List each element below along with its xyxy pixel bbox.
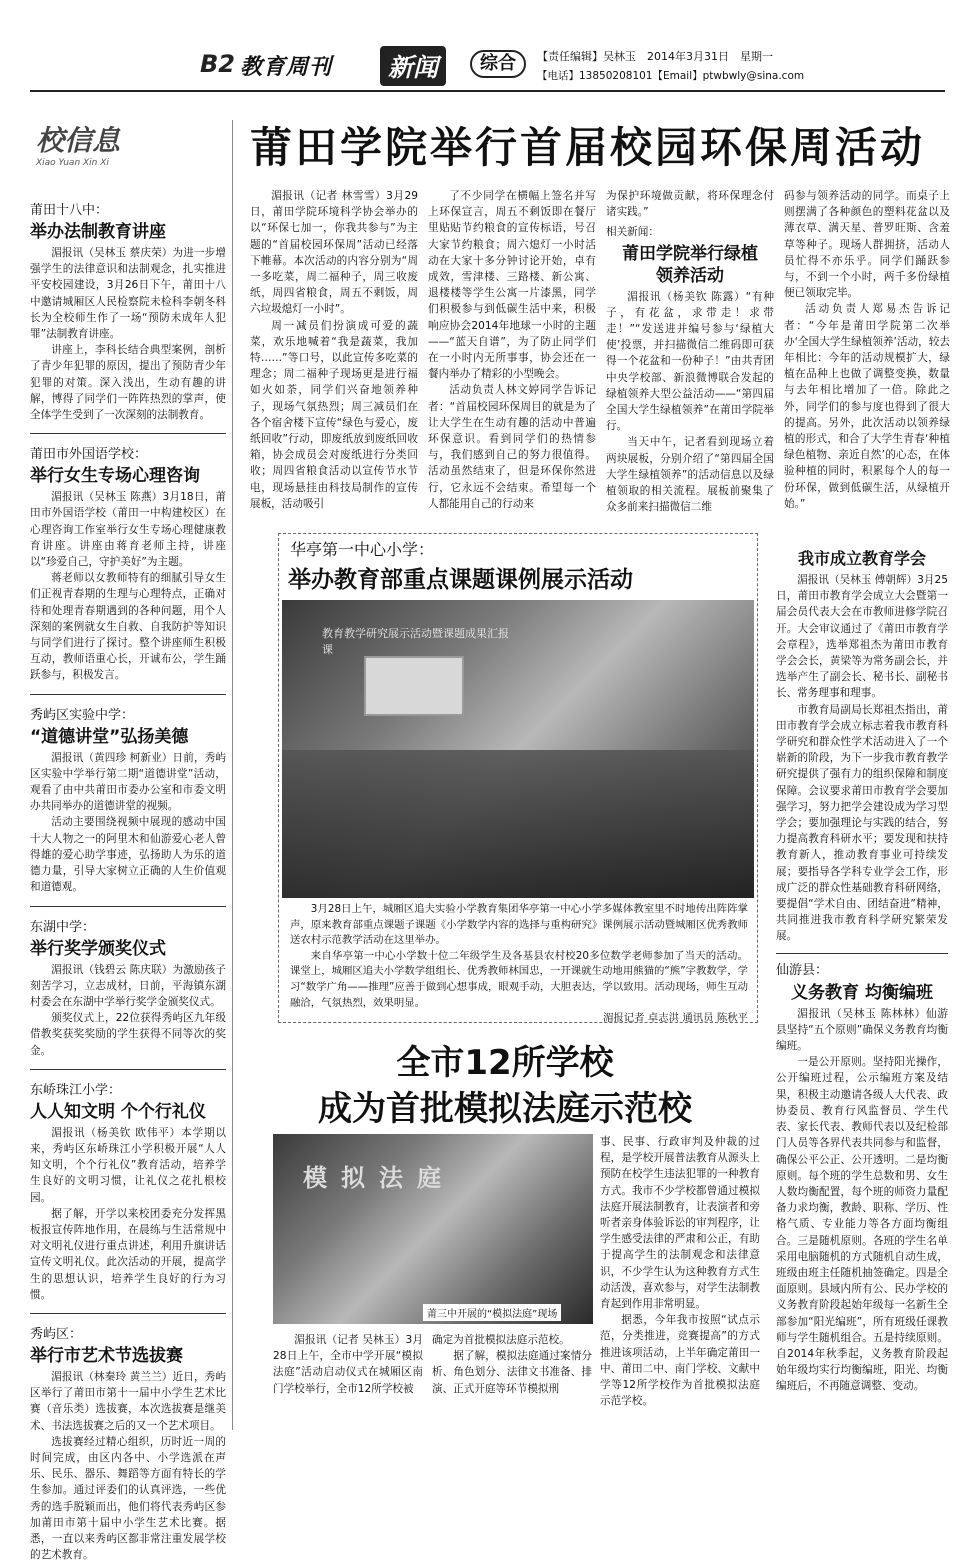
classroom-photo: [282, 600, 754, 898]
right-story-title: 义务教育 均衡编班: [791, 982, 933, 1003]
story-zhujiang: [30, 1082, 226, 1303]
story-title: 举办法制教育讲座: [30, 222, 166, 242]
photo-credit: 湄报记者 卓志洪 通讯员 陈秋平: [603, 1012, 748, 1025]
story-title: 举行市艺术节选拔赛: [30, 1345, 183, 1366]
court-paragraph: 据悉，今年我市按照“试点示范，分类推进，竞赛提高”的方式推进该项活动，上半年确定莆田一中、莆田二中、南门学校、文献中学等12所学校作为首批模拟法庭示范学校。: [600, 1314, 760, 1408]
divider: [30, 1313, 226, 1314]
story-paragraph: 湄报讯（钱碧云 陈庆联）为激励孩子刻苦学习，立志成材，日前，平海镇东湖村委会在东湖中学举行奖学金颁奖仪式。: [30, 963, 226, 1008]
lead-paragraph: 活动负责人郑易杰告诉记者：“今年是莆田学院第二次举办‘全国大学生绿植领养’活动，较去年相比：今年的活动规模扩大，绿植在品种上也做了调整变换，数量与去年相比增加了一倍。除此之外，同学们的参与度也得到了很大的提高。另外，此次活动以领养绿植的形式，和合了大学生青春‘种植绿色植物、亲近自然’的心态，在体验种植的同时，积累每个人的每一份环保，做到低碳生活，从绿植开始。”: [784, 303, 950, 510]
court-headline-line-1: 全市12所学校: [396, 1043, 614, 1083]
mock-court-photo: [273, 1134, 593, 1324]
divider: [30, 694, 226, 695]
photo-story-caption: [290, 902, 748, 1025]
lead-col-3: [606, 188, 774, 520]
court-paragraph: 确定为首批模拟法庭示范校。: [432, 1334, 570, 1346]
photo-projector-screen: [364, 656, 464, 716]
right-column: [776, 548, 948, 1432]
sub-headline: 莆田学院举行绿植领养活动: [622, 243, 758, 286]
paper-name: 教育周刊: [240, 55, 333, 80]
story-paragraph: 颁奖仪式上，22位获得秀屿区九年级借教奖获奖奖励的学生获得不同等次的奖金。: [30, 1012, 226, 1057]
court-headline-line-2: 成为首批模拟法庭示范校: [318, 1089, 692, 1129]
story-xiuyu-shiyan: [30, 707, 226, 896]
story-paragraph: 湄报讯（黄四珍 柯新业）日前，秀屿区实验中学举行第二期“道德讲堂”活动，观看了由中共莆田市委办公室和市委文明办共同举办的道德讲堂的视频。: [30, 751, 226, 813]
court-paragraph: 湄报讯（记者 吴林玉）3月28日上午，全市中学开展“模拟法庭”活动启动仪式在城厢区南门学校举行，全市12所学校被: [273, 1334, 423, 1395]
editor-line: 【责任编辑】吴林玉 2014年3月31日 星期一: [537, 50, 773, 63]
caption-paragraph: 来自华亭第一中心小学数十位二年级学生及各基县农村校20多位数学老师参加了当天的活动。课堂上，城厢区追夫小学数学组组长、优秀教师林国忠，一开课就生动地用熊猫的“熊”字教数学，学习“数学广角——推理”应善于做到心想事成，眼观手动，大胆表达，学以致用。活动现场，师生互动融洽，气氛热烈，效果明显。: [290, 949, 748, 1009]
story-title: 举行女生专场心理咨询: [30, 466, 200, 487]
lead-headline: 莆田学院举行首届校园环保周活动: [250, 123, 926, 172]
court-paragraph: 事、民事、行政审判及仲裁的过程，是学校开展普法教育从源头上预防在校学生违法犯罪的一种教育方式。我市不少学校都曾通过模拟法庭开展法制教育，让表演者和旁听者亲身体验诉讼的审判程序，让学生感受法律的严肃和公正，有助于提高学生的法制观念和法律意识，不少学生认为这种教育方式生动活泼，喜欢参与，对学生法制教育起到作用非常明显。: [600, 1136, 760, 1311]
story-paragraph: 选拔赛经过精心组织，历时近一周的时间完成，由区内各中、小学选派在声乐、民乐、器乐、舞蹈等方面有特长的学生参加。通过评委们的认真评选，一些优秀的选手脱颖而出，他们将代表秀屿区参加莆田市第十届中小学生艺术比赛。据悉，一直以来秀屿区都非常注重发展学校的艺术教育。: [30, 1435, 226, 1562]
court-headline: [250, 1040, 760, 1132]
right-story-paragraph: 市教育局副局长郑祖杰指出，莆田市教育学会成立标志着我市教育科学研究和群众性学术活动进入了一个崭新的阶段，为下一步我市教育教学研究提供了强有力的组织保障和制度保障。会议要求莆田市教育学会要加强学习，努力把学会建设成为学习型学会；要加强理论与实践的结合，努力提高教育科研水平；要发现和扶持教育新人，推动教育事业可持续发展；要指导各学科专业学会工作，形成广泛的群众性基础教育科研网络，要提倡“学术自由、团结奋进”精神，共同推进我市教育科学研究繁荣发展。: [776, 703, 948, 943]
right-story-paragraph: 一是公开原则。坚持阳光操作，公开编班过程，公示编班方案及结果，积极主动邀请各级人大代表、政协委员、教育行风监督员、学生代表、家长代表、教师代表以及纪检部门人员等各界代表共同参与和监督，确保公平公正、公开透明。二是均衡原则。每个班的学生总数和男、女生人数均衡配置，每个班的师资力量配备力求均衡，教龄、职称、学历、性格气质、专业能力等各方面均衡组合。三是随机原则。各班的学生名单采用电脑随机的方式随机自动生成，班级由班主任随机抽签确定。四是全面原则。县域内所有公、民办学校的义务教育阶段起始年级每一名新生全部参加“阳光编班”，所有班级任课教师与学生随机组合。五是持续原则。自2014年秋季起，义务教育阶段起始年级均实行均衡编班，阳光、均衡编班后，不再随意调整、变动。: [776, 1056, 948, 1393]
lead-paragraph: 活动负责人林文婷同学告诉记者：“首届校园环保周目的就是为了让大学生在生动有趣的活动中普遍环保意识。看到同学们的热情参与，我们感到自己的努力很值得。活动虽然结束了，但是环保你然进行，它永远不会结束。希望每一个人都能用自己的行动来: [428, 384, 596, 510]
lead-paragraph: 湄报讯（记者 林雪雪）3月29日，莆田学院环境科学协会举办的以“环保七加一，你我共参与”为主题的“首届校园环保周”活动已经落下帷幕。本次活动的内容分别为“周一多吃菜，周二福种子，周三收废纸，周四省粮食，周五不剩饭，周六垃圾熄灯一小时”。: [250, 190, 418, 316]
story-paragraph: 湄报讯（杨美钦 欧伟平）本学期以来，秀屿区东峤珠江小学积极开展“人人知文明，个个行礼仪”教育活动，培养学生良好的文明习惯，让礼仪之花扎根校园。: [30, 1126, 226, 1204]
story-title: 举行奖学颁奖仪式: [30, 938, 166, 959]
story-paragraph: 活动主要围绕视频中展现的感动中国十大人物之一的阿里木和仙游爱心老人曾得雄的爱心助学事迹，弘扬助人为乐的道德力量，引导大家树立正确的人生价值观和道德观。: [30, 816, 226, 894]
caption-paragraph: 3月28日上午，城厢区追夫实验小学教育集团华亭第一中心小学多媒体教室里不时地传出阵阵掌声，原来教育部重点课题子课题《小学数学内容的选择与重构研究》课例展示活动暨城厢区优秀教师送农村示范教学活动在这里举办。: [290, 903, 748, 947]
right-story-paragraph: 湄报讯（吴林玉 傅朝辉）3月25日，莆田市教育学会成立大会暨第一届会员代表大会在市教师进修学院召开。大会审议通过了《莆田市教育学会章程》，选举郑祖杰为莆田市教育学会会长，黄梁等为常务副会长，并选举产生了副会长、秘书长、副秘书长、常务理事和理事。: [776, 574, 948, 700]
page-header: [0, 42, 977, 88]
left-column-stories: [30, 196, 226, 1562]
page-number: B2: [200, 50, 235, 78]
story-school: 东峤珠江小学：: [30, 1082, 122, 1098]
contact-line: 【电话】13850208101【Email】ptwbwly@sina.com: [537, 70, 805, 82]
lead-paragraph: 当天中午，记者看到现场立着两块展板，分别介绍了“第四届全国大学生绿植领养”的活动信息以及绿植领取的相关流程。展板前聚集了众多前来扫描微信二维: [606, 436, 774, 514]
story-title: “道德讲堂”弘扬美德: [30, 726, 189, 747]
left-column-logo: [36, 124, 176, 184]
news-badge: 新闻: [380, 46, 446, 86]
logo-main: 校信息: [36, 124, 121, 157]
story-school: 东湖中学：: [30, 919, 96, 935]
court-paragraph: 据了解，模拟法庭通过案情分析、角色划分、法律文书准备、排演、正式开庭等环节模拟刑: [432, 1350, 592, 1395]
left-column-rule: [232, 120, 233, 1430]
lead-col-1: [250, 188, 418, 520]
story-paragraph: 湄报讯（林秦玲 黄兰兰）近日，秀屿区举行了莆田市第十一届中小学生艺术比赛（音乐类）选拔赛，本次选拔赛是继美术、书法选拔赛之后的又一个艺术项目。: [30, 1370, 226, 1432]
right-story-paragraph: 湄报讯（吴林玉 陈林林）仙游县坚持“五个原则”确保义务教育均衡编班。: [776, 1007, 948, 1053]
story-school: 莆田十八中：: [30, 203, 109, 218]
photo-caption: 莆三中开展的“模拟法庭”现场: [423, 1304, 561, 1321]
right-story-region: 仙游县：: [776, 962, 829, 978]
lead-paragraph: 周一减员们扮演成可爱的蔬菜，欢乐地喊着“我是蔬菜，我加特……”等口号，以此宣传多吃菜的理念；周二福种子现场更是进行福如火如荼，同学们兴奋地领养种子，现场气氛热烈；周三减员们在各个宿舍楼下宣传“绿色与爱心，废纸回收”行动，即废纸放到废纸回收箱，协会成员会对废纸进行分类回收；周四省粮食活动以宣传节水节电，现场悬挂由科技局制作的宣传展板，活动吸引: [250, 319, 418, 510]
story-paragraph: 据了解，开学以来校团委充分发挥黑板报宣传阵地作用，在晨练与生活常规中对文明礼仪进行重点讲述，利用升旗讲话宣传文明礼仪。此次活动的开展，提高学生的思想认识，培养学生良好的行为习惯。: [30, 1207, 226, 1301]
court-col-right: [600, 1134, 760, 1430]
story-school: 莆田市外国语学校：: [30, 447, 148, 463]
right-story-title: 我市成立教育学会: [797, 549, 926, 568]
divider: [30, 906, 226, 907]
court-col-bottom-right: [432, 1332, 592, 1430]
section-badge: 综合: [470, 50, 526, 78]
lead-col-4: [784, 188, 950, 520]
story-xiuyu-art: [30, 1326, 226, 1563]
logo-sub: Xiao Yuan Xin Xi: [36, 158, 109, 168]
lead-paragraph: 湄报讯（杨美钦 陈露）“有种子，有花盆，求带走！求带走！”“发送进并编号参与‘绿植大使’投票，并扫描微信二维码即可获得一个花盆和一份种子！”由共青团中央学校部、新浪微博联合发起的绿植领养大型公益活动——“第四届全国大学生绿植领养”在莆田学院举行。: [606, 290, 774, 433]
court-banner: 模拟法庭: [303, 1164, 455, 1192]
story-paragraph: 蒋老师以女教师特有的细腻引导女生们正视青春期的生理与心理特点，正确对待和处理青春期遇到的各种问题，用个人深刻的案例就女生自救、自我防护等知识与同学们进行了探讨。整个讲座师生积极互动，教师语重心长，开诚布公，学生踊跃参与，积极发言。: [30, 572, 226, 682]
related-news-label: 相关新闻：: [606, 226, 659, 239]
photo-screen-text: 教育教学研究展示活动暨课题成果汇报课: [322, 627, 509, 656]
lead-paragraph: 了不少同学在横幅上签名并写上环保宣言，周五不剩饭即在餐厅里贴贴节约粮食的宣传标语，号召大家节约粮食；周六熄灯一小时活动在大家十多分钟讨论开始，卓有成效，雪津楼、三路楼、新公寓、退楼楼等学生公寓一片漆黑，同学们积极参与到低碳生活中来，积极响应协会2014年地球一小时的主题——“蓝天自谱”，为了防止同学们在一小时内无所事事，协会还在一餐内举办了精彩的小型晚会。: [428, 190, 596, 381]
photo-students: [282, 750, 754, 898]
divider: [30, 1069, 226, 1070]
header-rule: [30, 90, 945, 92]
story-waiguoyu: [30, 446, 226, 683]
lead-paragraph: 为保护环境做贡献，将环保理念付诸实践。”: [606, 190, 774, 219]
story-title: 人人知文明 个个行礼仪: [30, 1101, 206, 1122]
story-shibazhong: [30, 202, 226, 423]
story-donghu: [30, 919, 226, 1059]
story-paragraph: 湄报讯（吴林玉 陈燕）3月18日，莆田市外国语学校（莆田一中构建校区）在心理咨询工作室举行女生专场心理健康教育讲座。讲座由蒋育老师主持，讲座以“珍爱自己，守护美好”为主题。: [30, 491, 226, 569]
story-paragraph: 讲座上，李科长结合典型案例，剖析了青少年犯罪的原因，提出了预防青少年犯罪的对策。深入浅出，生动有趣的讲解，博得了同学们一阵阵热烈的掌声，使全体学生受到了一次深刻的法制教育。: [30, 344, 226, 422]
photo-story-school: 华亭第一中心小学：: [290, 540, 435, 559]
story-school: 秀屿区：: [30, 1326, 83, 1342]
lead-paragraph: 码参与领养活动的同学。而桌子上则摆满了各种颜色的塑料花盆以及薄衣草、满天星、普罗旺斯、含羞草等种子。现场人群拥挤，活动人员忙得不亦乐乎。同学们踊跃参与，不到一个小时，两千多份绿植便已领取完毕。: [784, 190, 950, 300]
court-col-bottom-left: [273, 1332, 423, 1430]
divider: [30, 433, 226, 434]
photo-story-headline: 举办教育部重点课题课例展示活动: [288, 567, 633, 593]
divider: [776, 953, 948, 954]
lead-col-2: [428, 188, 596, 520]
story-paragraph: 湄报讯（吴林玉 蔡庆荣）为进一步增强学生的法律意识和法制观念，扎实推进平安校园建设，3月26日下午，莆田十八中邀请城厢区人民检察院未检科李朝冬科长为全校师生作了一场“预防未成年人犯罪”法制教育讲座。: [30, 247, 226, 341]
story-school: 秀屿区实验中学：: [30, 707, 135, 723]
